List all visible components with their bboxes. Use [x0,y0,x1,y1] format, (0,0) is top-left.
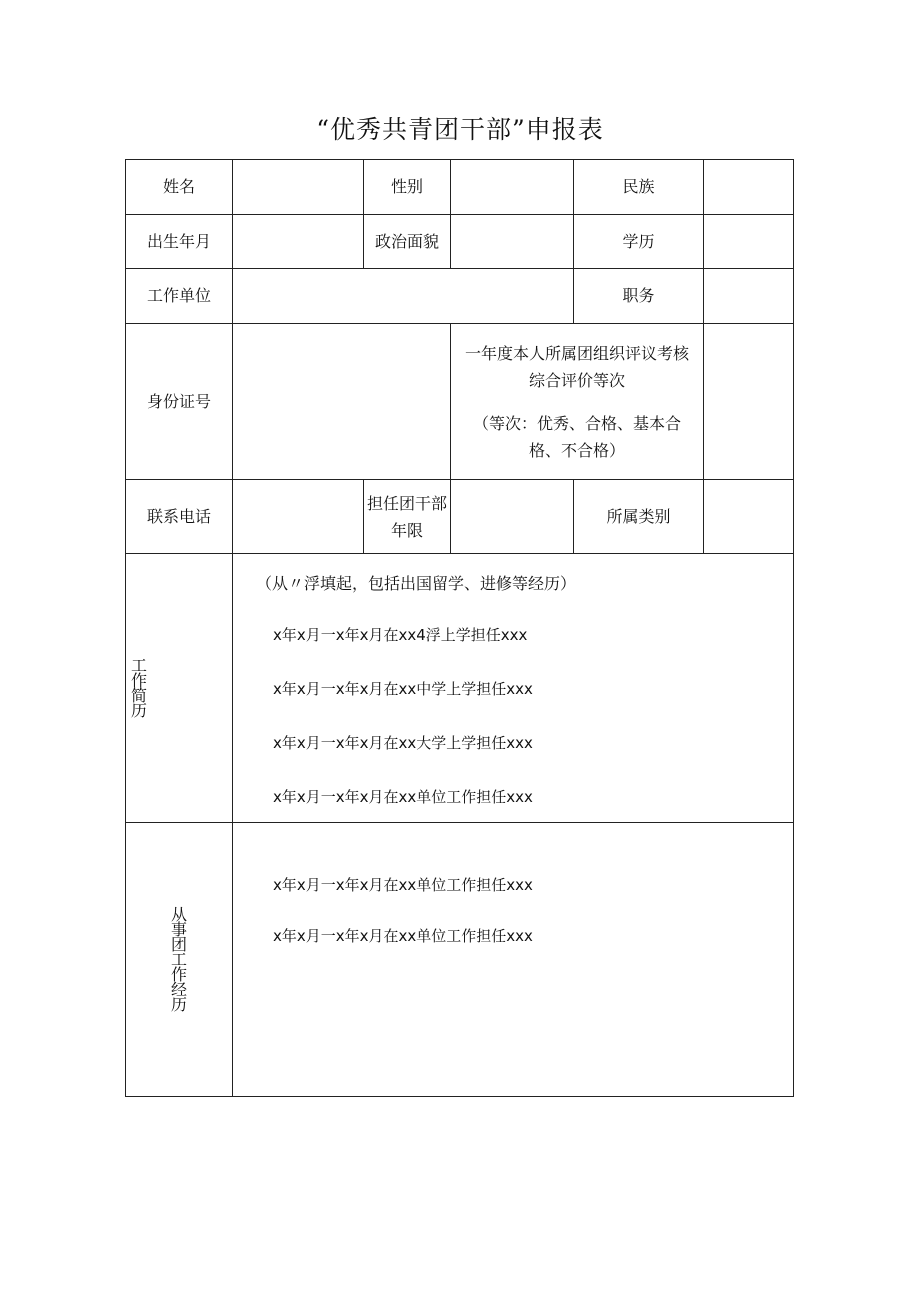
work-history-note: （从〃浮填起，包括出国留学、进修等经历） [256,574,577,593]
league-history-char: 团 [170,935,187,954]
evaluation-field[interactable] [703,323,794,480]
league-history-char: 事 [170,920,187,939]
league-history-char: 历 [170,995,187,1014]
league-history-char: 经 [170,980,187,999]
birth-field[interactable] [232,214,364,269]
label-birth: 出生年月 [125,214,233,269]
label-work-history [125,553,233,823]
evaluation-label [450,323,704,480]
position-field[interactable] [703,268,794,324]
tenure-line-1: 担任团干部 [366,493,447,513]
education-field[interactable] [703,214,794,269]
political-field[interactable] [450,214,574,269]
label-gender: 性别 [363,159,451,215]
phone-field[interactable] [232,479,364,554]
label-ethnicity: 民族 [573,159,704,215]
employer-field[interactable] [232,268,574,324]
label-category: 所属类别 [573,479,704,554]
label-political: 政治面貌 [363,214,451,269]
label-employer: 工作单位 [125,268,233,324]
work-history-entry: x年x月一x年x月在xx大学上学担任xxx [273,734,533,752]
league-history-content[interactable] [232,822,794,1097]
work-history-char: 简 [131,686,148,705]
work-history-char: 工 [131,656,148,675]
label-league-history [125,822,233,1097]
evaluation-line-4: 格、不合格） [528,440,625,460]
ethnicity-field[interactable] [703,159,794,215]
label-position: 职务 [573,268,704,324]
label-name: 姓名 [125,159,233,215]
tenure-line-2: 年限 [390,520,423,540]
label-education: 学历 [573,214,704,269]
gender-field[interactable] [450,159,574,215]
work-history-entry: x年x月一x年x月在xx中学上学担任xxx [273,680,533,698]
league-history-char: 作 [170,965,187,984]
label-id-number: 身份证号 [125,323,233,480]
league-history-char: 工 [170,950,187,969]
tenure-field[interactable] [450,479,574,554]
league-history-char: 从 [170,905,187,924]
evaluation-line-3: （等次：优秀、合格、基本合 [472,413,681,433]
evaluation-line-1: 一年度本人所属团组织评议考核 [464,343,689,363]
category-field[interactable] [703,479,794,554]
league-history-entry: x年x月一x年x月在xx单位工作担任xxx [273,876,533,894]
evaluation-line-2: 综合评价等次 [528,370,625,390]
league-history-entry: x年x月一x年x月在xx单位工作担任xxx [273,927,533,945]
work-history-char: 历 [131,701,148,720]
form-title: “优秀共青团干部”申报表 [316,115,604,144]
work-history-char: 作 [131,671,148,690]
work-history-entry: x年x月一x年x月在xx4浮上学担任xxx [273,626,528,644]
label-phone: 联系电话 [125,479,233,554]
id-number-field[interactable] [232,323,451,480]
work-history-entry: x年x月一x年x月在xx单位工作担任xxx [273,788,533,806]
label-tenure [363,479,451,554]
name-field[interactable] [232,159,364,215]
